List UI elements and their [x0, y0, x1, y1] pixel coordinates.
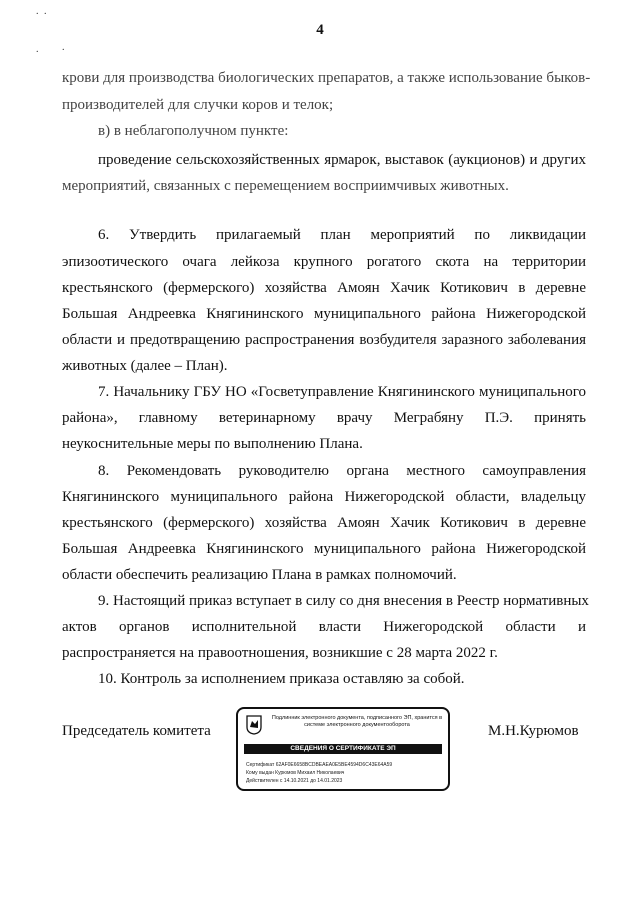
electronic-signature-stamp: [236, 707, 450, 791]
stamp-validity: Действителен с 14.10.2021 до 14.01.2023: [246, 778, 343, 784]
speck: .: [44, 6, 47, 17]
stamp-header: Подлинник электронного документа, подписанного ЭП, хранится в системе электронного документооборота: [271, 715, 443, 728]
body-line: области и предотвращению распространения возбудителя заразного заболевания: [62, 332, 586, 348]
stamp-issued-to: Кому выдан Курюмов Михаил Николаевич: [246, 770, 345, 776]
body-line: 10. Контроль за исполнением приказа оставляю за собой.: [98, 671, 465, 687]
body-line: производителей для случки коров и телок;: [62, 97, 334, 113]
body-line: крестьянского (фермерского) хозяйства Амоян Хачик Котикович в деревне: [62, 515, 586, 531]
coat-of-arms-icon: [246, 715, 262, 735]
body-line: эпизоотического очага лейкоза крупного рогатого скота на территории: [62, 254, 586, 270]
body-line: мероприятий, связанных с перемещением восприимчивых животных.: [62, 178, 509, 194]
body-line: животных (далее – План).: [62, 358, 228, 374]
speck: .: [36, 6, 39, 17]
body-line: Большая Андреевка Княгининского муниципального района Нижегородской: [62, 541, 586, 557]
body-line: района», главному ветеринарному врачу Меграбяну П.Э. принять: [62, 410, 586, 426]
body-line: Большая Андреевка Княгининского муниципального района Нижегородской: [62, 306, 586, 322]
body-line: 8. Рекомендовать руководителю органа местного самоуправления: [98, 463, 586, 479]
body-line: распространяется на правоотношения, возникшие с 28 марта 2022 г.: [62, 645, 498, 661]
speck: .: [36, 44, 39, 55]
speck: .: [62, 42, 65, 53]
body-line: актов органов исполнительной власти Нижегородской области и: [62, 619, 586, 635]
body-line: 7. Начальнику ГБУ НО «Госветуправление Княгининского муниципального: [98, 384, 586, 400]
body-line: крови для производства биологических препаратов, а также использование быков-: [62, 70, 591, 86]
body-line: 6. Утвердить прилагаемый план мероприятий по ликвидации: [98, 227, 586, 243]
signatory-position: Председатель комитета: [62, 723, 211, 739]
page-number: 4: [316, 22, 324, 38]
body-line: проведение сельскохозяйственных ярмарок, выставок (аукционов) и других: [98, 152, 586, 168]
body-line: неукоснительные меры по выполнению Плана.: [62, 436, 363, 452]
body-line: в) в неблагополучном пункте:: [98, 123, 289, 139]
body-line: области обеспечить реализацию Плана в рамках полномочий.: [62, 567, 457, 583]
signatory-name: М.Н.Курюмов: [488, 723, 579, 739]
stamp-certificate: Сертификат 62AF0E6658BCDBEAEA0E5BE4594D6C43E64A59: [246, 762, 393, 768]
body-line: Княгининского муниципального района Нижегородской области, владельцу: [62, 489, 586, 505]
stamp-title: СВЕДЕНИЯ О СЕРТИФИКАТЕ ЭП: [244, 744, 442, 754]
body-line: 9. Настоящий приказ вступает в силу со дня внесения в Реестр нормативных: [98, 593, 589, 609]
body-line: крестьянского (фермерского) хозяйства Амоян Хачик Котикович в деревне: [62, 280, 586, 296]
